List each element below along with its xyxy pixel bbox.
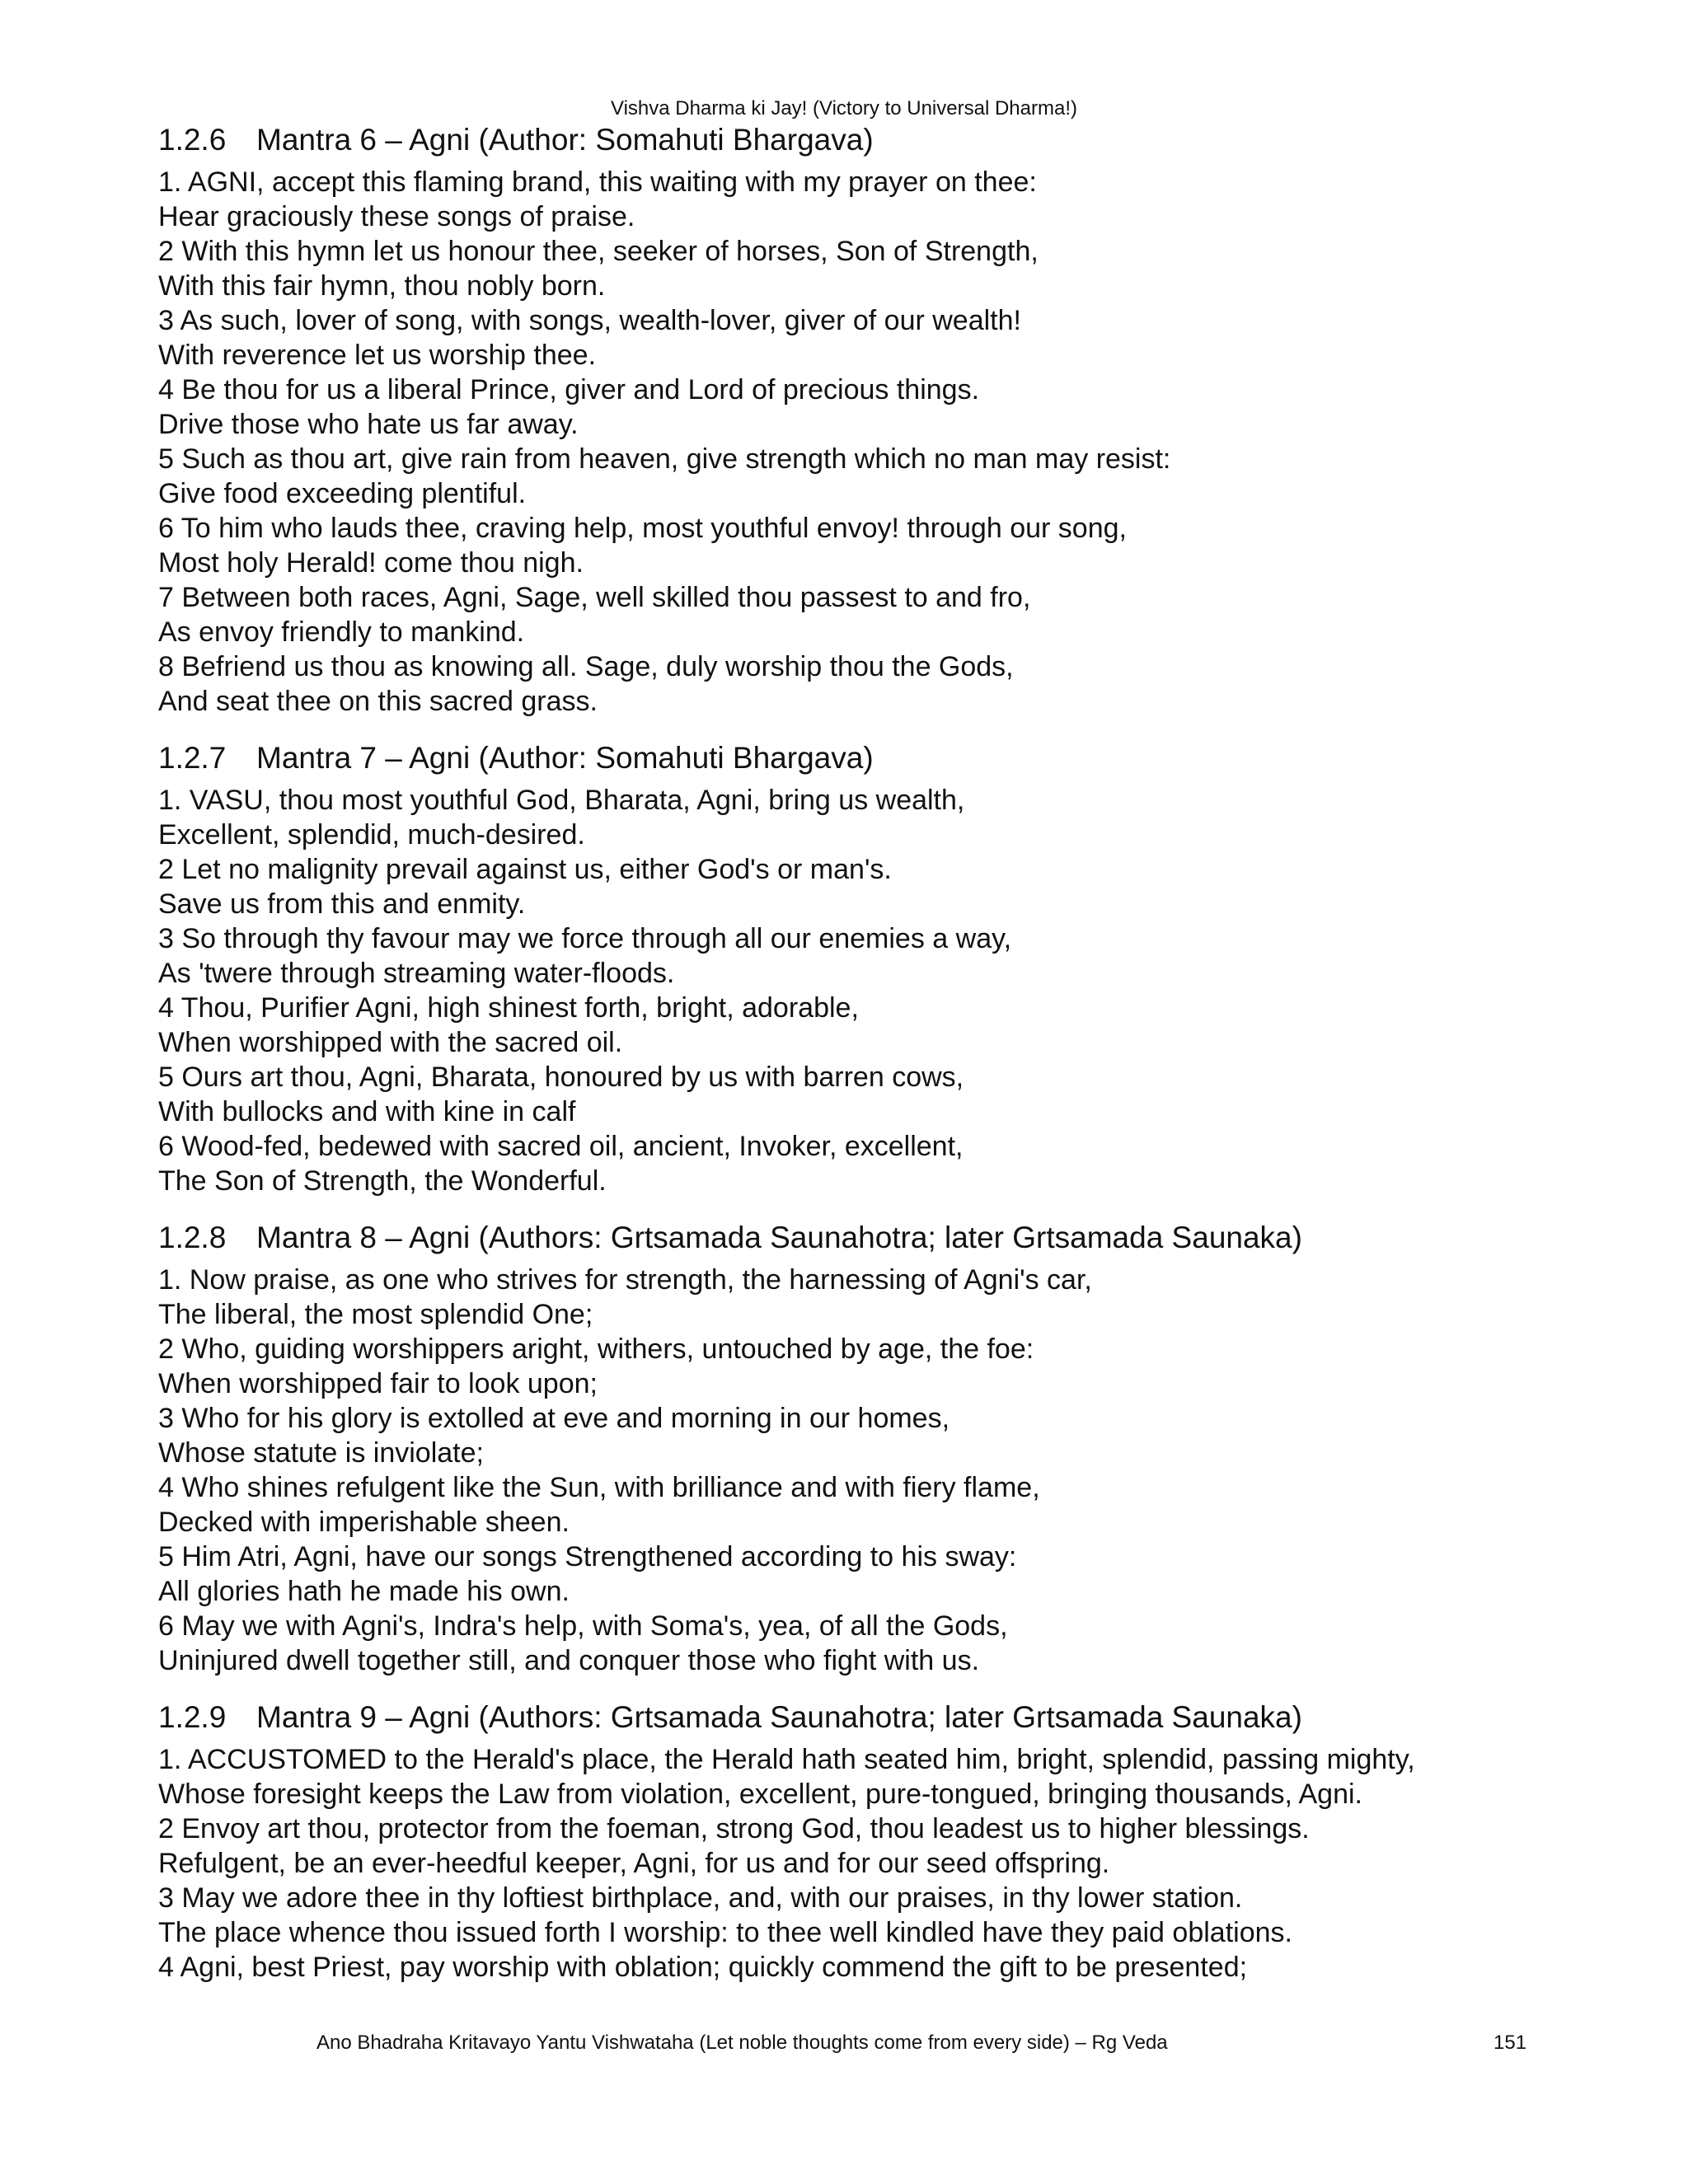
verse-line: 2 Let no malignity prevail against us, either God's or man's.	[158, 854, 892, 885]
verse-line: 3 Who for his glory is extolled at eve and morning in our homes,	[158, 1403, 950, 1434]
running-header: Vishva Dharma ki Jay! (Victory to Universal Dharma!)	[611, 97, 1077, 120]
section-heading	[158, 740, 1559, 776]
verse-line: As 'twere through streaming water-floods.	[158, 958, 675, 989]
verse-line: And seat thee on this sacred grass.	[158, 686, 598, 717]
verse-line: 5 Ours art thou, Agni, Bharata, honoured by us with barren cows,	[158, 1062, 964, 1093]
section-title: Mantra 8 – Agni (Authors: Grtsamada Saunahotra; later Grtsamada Saunaka)	[256, 1221, 1302, 1254]
verse-line: 2 With this hymn let us honour thee, seeker of horses, Son of Strength,	[158, 236, 1039, 267]
verse-line: 4 Agni, best Priest, pay worship with oblation; quickly commend the gift to be presented;	[158, 1952, 1248, 1983]
footer-quote: Ano Bhadraha Kritavayo Yantu Vishwataha (Let noble thoughts come from every side) – Rg Veda	[316, 2032, 1168, 2054]
verse-line: The place whence thou issued forth I worship: to thee well kindled have they paid oblations.	[158, 1917, 1292, 1948]
verse-line: Whose foresight keeps the Law from violation, excellent, pure-tongued, bringing thousands, Agni.	[158, 1779, 1362, 1810]
verse-line: Most holy Herald! come thou nigh.	[158, 547, 584, 579]
verse-line: 4 Be thou for us a liberal Prince, giver and Lord of precious things.	[158, 374, 980, 405]
section-title: Mantra 9 – Agni (Authors: Grtsamada Saunahotra; later Grtsamada Saunaka)	[256, 1700, 1302, 1734]
verse-line: 1. AGNI, accept this flaming brand, this waiting with my prayer on thee:	[158, 166, 1037, 198]
mantra-section	[158, 122, 1559, 719]
verse-line: When worshipped with the sacred oil.	[158, 1027, 623, 1058]
verse-line: 2 Who, guiding worshippers aright, withers, untouched by age, the foe:	[158, 1333, 1034, 1365]
verse-line: Hear graciously these songs of praise.	[158, 201, 635, 232]
verse-line: Save us from this and enmity.	[158, 888, 526, 920]
verse-line: Give food exceeding plentiful.	[158, 478, 527, 509]
verse-line: Drive those who hate us far away.	[158, 409, 579, 440]
verse-line: The liberal, the most splendid One;	[158, 1299, 593, 1330]
verse-line: With this fair hymn, thou nobly born.	[158, 270, 606, 302]
section-number: 1.2.7	[158, 741, 227, 775]
verse-line: 6 Wood-fed, bedewed with sacred oil, ancient, Invoker, excellent,	[158, 1131, 964, 1162]
verse-line: 7 Between both races, Agni, Sage, well skilled thou passest to and fro,	[158, 582, 1031, 613]
page-footer	[0, 2031, 1688, 2057]
verse-line: 1. VASU, thou most youthful God, Bharata, Agni, bring us wealth,	[158, 785, 965, 816]
verse-line: 1. ACCUSTOMED to the Herald's place, the Herald hath seated him, bright, splendid, passing mighty,	[158, 1744, 1415, 1775]
verse-line: With bullocks and with kine in calf	[158, 1096, 576, 1127]
verse-line: 3 As such, lover of song, with songs, wealth-lover, giver of our wealth!	[158, 305, 1021, 336]
verse-line: All glories hath he made his own.	[158, 1576, 570, 1607]
section-number: 1.2.6	[158, 123, 227, 157]
section-number: 1.2.9	[158, 1700, 227, 1734]
section-heading	[158, 1699, 1559, 1736]
verse-line: Excellent, splendid, much-desired.	[158, 819, 585, 851]
verse-line: Whose statute is inviolate;	[158, 1437, 484, 1469]
verse-line: Uninjured dwell together still, and conquer those who fight with us.	[158, 1645, 980, 1676]
verse-line: The Son of Strength, the Wonderful.	[158, 1165, 607, 1197]
sections-container	[158, 122, 1559, 1985]
verse-line: 3 May we adore thee in thy loftiest birthplace, and, with our praises, in thy lower station.	[158, 1882, 1243, 1914]
verse-line: 5 Him Atri, Agni, have our songs Strengthened according to his sway:	[158, 1541, 1017, 1572]
verse-line: 6 May we with Agni's, Indra's help, with Soma's, yea, of all the Gods,	[158, 1610, 1008, 1642]
verse-line: Refulgent, be an ever-heedful keeper, Agni, for us and for our seed offspring.	[158, 1848, 1110, 1879]
mantra-section	[158, 1699, 1559, 1985]
section-number: 1.2.8	[158, 1221, 227, 1254]
mantra-section	[158, 1220, 1559, 1678]
verse-line: Decked with imperishable sheen.	[158, 1507, 570, 1538]
section-heading	[158, 1220, 1559, 1256]
section-title: Mantra 7 – Agni (Author: Somahuti Bhargava)	[256, 741, 874, 775]
verse-line: As envoy friendly to mankind.	[158, 616, 525, 648]
page-number: 151	[1493, 2032, 1527, 2054]
verse-line: 5 Such as thou art, give rain from heaven, give strength which no man may resist:	[158, 443, 1171, 475]
verse-line: 4 Who shines refulgent like the Sun, with brilliance and with fiery flame,	[158, 1472, 1040, 1503]
verse-line: 1. Now praise, as one who strives for strength, the harnessing of Agni's car,	[158, 1264, 1092, 1296]
page-content	[158, 122, 1559, 2006]
verse-line: 4 Thou, Purifier Agni, high shinest forth, bright, adorable,	[158, 992, 859, 1024]
verse-line: When worshipped fair to look upon;	[158, 1368, 598, 1399]
section-title: Mantra 6 – Agni (Author: Somahuti Bhargava)	[256, 123, 874, 157]
verse-line: 8 Befriend us thou as knowing all. Sage, duly worship thou the Gods,	[158, 651, 1014, 682]
mantra-section	[158, 740, 1559, 1198]
section-heading	[158, 122, 1559, 158]
verse-line: 2 Envoy art thou, protector from the foeman, strong God, thou leadest us to higher blessings.	[158, 1813, 1310, 1844]
verse-line: 6 To him who lauds thee, craving help, most youthful envoy! through our song,	[158, 513, 1127, 544]
verse-line: With reverence let us worship thee.	[158, 340, 597, 371]
verse-line: 3 So through thy favour may we force through all our enemies a way,	[158, 923, 1012, 954]
